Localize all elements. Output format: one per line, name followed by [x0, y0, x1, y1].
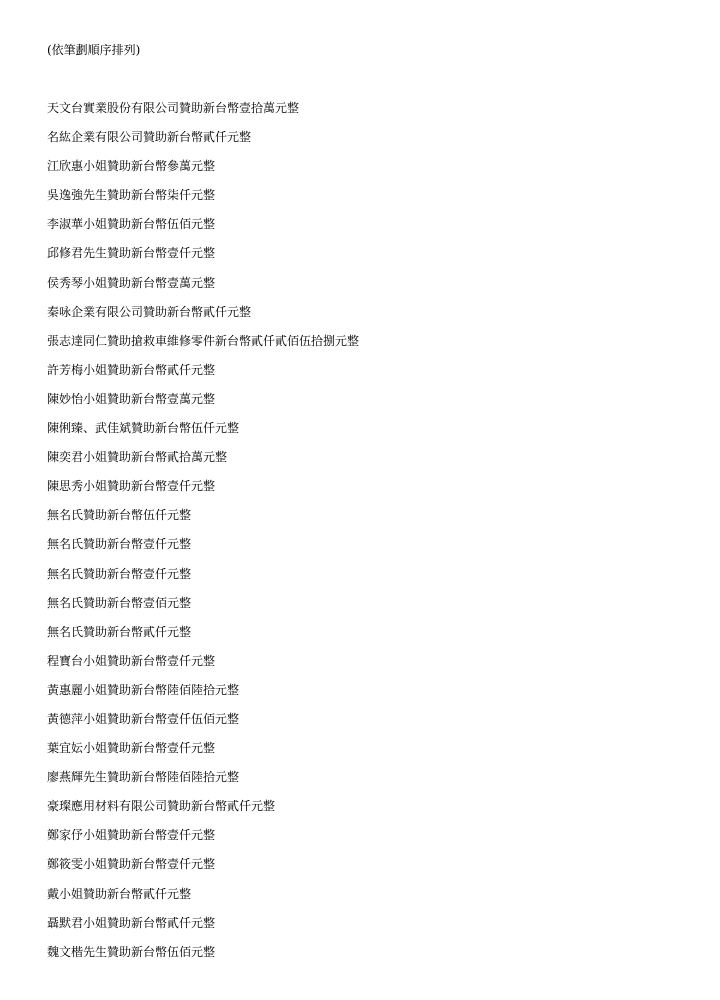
donor-item: 張志達同仁贊助搶救車維修零件新台幣貳仟貳佰伍拾捌元整 — [47, 333, 360, 348]
donor-item: 名紘企業有限公司贊助新台幣貳仟元整 — [47, 130, 252, 145]
donor-item: 聶默君小姐贊助新台幣貳仟元整 — [47, 915, 216, 930]
donor-item: 侯秀琴小姐贊助新台幣壹萬元整 — [47, 275, 216, 290]
donor-item: 江欣惠小姐贊助新台幣參萬元整 — [47, 159, 216, 174]
donor-item: 無名氏贊助新台幣壹仟元整 — [47, 537, 192, 552]
donor-item: 無名氏贊助新台幣壹仟元整 — [47, 566, 192, 581]
donor-item: 陳妙怡小姐贊助新台幣壹萬元整 — [47, 391, 216, 406]
donor-item: 無名氏贊助新台幣壹佰元整 — [47, 595, 192, 610]
donor-item: 魏文楷先生贊助新台幣伍佰元整 — [47, 944, 216, 959]
donor-item: 葉宜妘小姐贊助新台幣壹仟元整 — [47, 741, 216, 756]
donor-item: 黃惠麗小姐贊助新台幣陸佰陸拾元整 — [47, 682, 240, 697]
donor-item: 許芳梅小姐贊助新台幣貳仟元整 — [47, 362, 216, 377]
donor-item: 戴小姐贊助新台幣貳仟元整 — [47, 886, 192, 901]
donor-item: 無名氏贊助新台幣貳仟元整 — [47, 624, 192, 639]
donor-item: 廖燕輝先生贊助新台幣陸佰陸拾元整 — [47, 770, 240, 785]
donor-item: 程寶台小姐贊助新台幣壹仟元整 — [47, 653, 216, 668]
donor-item: 陳奕君小姐贊助新台幣貳拾萬元整 — [47, 450, 228, 465]
sort-order-note: (依筆劃順序排列) — [47, 43, 141, 57]
donor-item: 天文台實業股份有限公司贊助新台幣壹拾萬元整 — [47, 101, 300, 115]
donor-item: 陳俐臻、武佳斌贊助新台幣伍仟元整 — [47, 421, 240, 436]
donor-item: 鄭筱雯小姐贊助新台幣壹仟元整 — [47, 857, 216, 872]
donor-item: 吳逸強先生贊助新台幣柒仟元整 — [47, 188, 216, 203]
donor-item: 陳思秀小姐贊助新台幣壹仟元整 — [47, 479, 216, 494]
donor-item: 秦咏企業有限公司贊助新台幣貳仟元整 — [47, 304, 252, 319]
donor-item: 邱修君先生贊助新台幣壹仟元整 — [47, 246, 216, 261]
donor-item: 豪璨應用材料有限公司贊助新台幣貳仟元整 — [47, 799, 276, 814]
donor-item: 黃德萍小姐贊助新台幣壹仟伍佰元整 — [47, 711, 240, 726]
donor-item: 無名氏贊助新台幣伍仟元整 — [47, 508, 192, 523]
donor-item: 李淑華小姐贊助新台幣伍佰元整 — [47, 217, 216, 232]
donor-item: 鄭家伃小姐贊助新台幣壹仟元整 — [47, 828, 216, 843]
donor-list — [47, 100, 359, 973]
